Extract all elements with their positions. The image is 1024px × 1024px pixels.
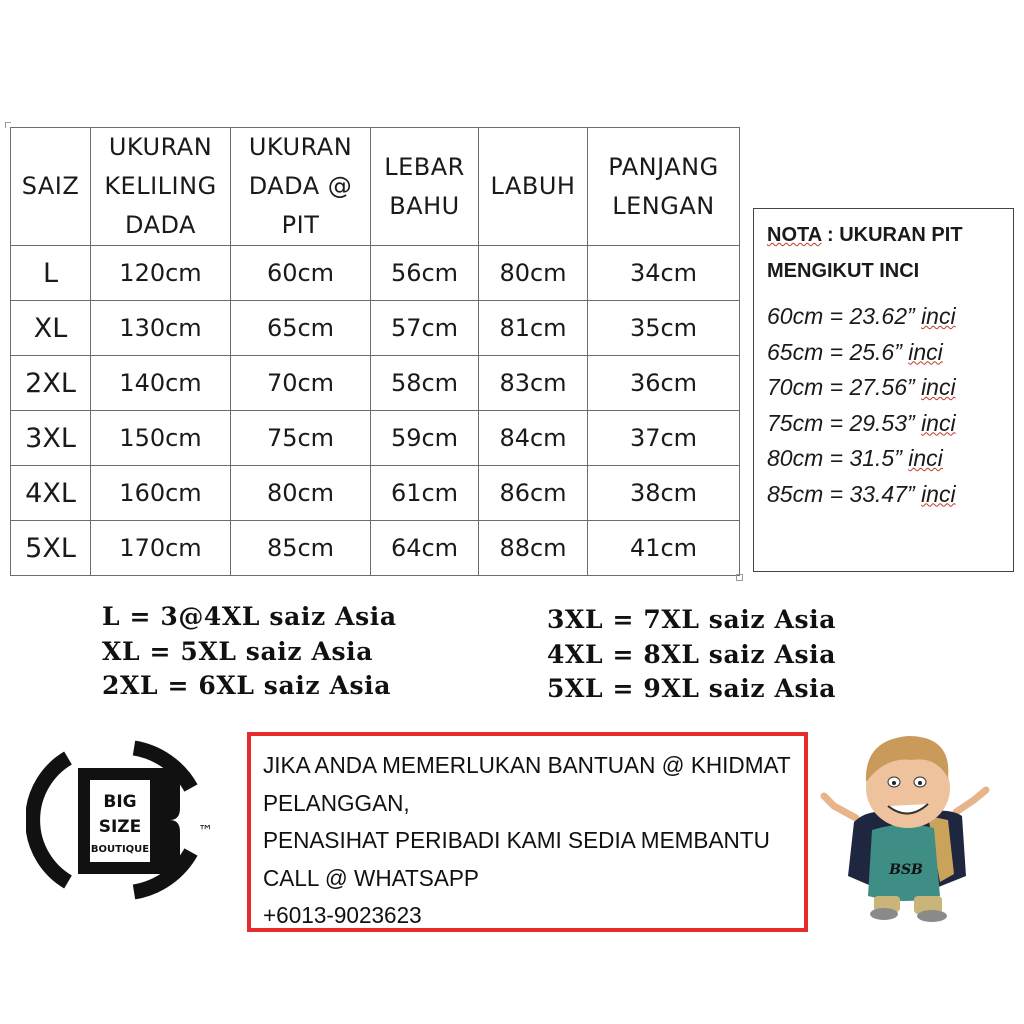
- asia-sizes-right: [547, 603, 836, 707]
- measurement-cell: 65cm: [231, 301, 371, 356]
- measurement-cell: 37cm: [588, 411, 740, 466]
- conversion-value: 70cm = 27.56”: [767, 374, 922, 400]
- table-header-text: LABUH: [490, 172, 576, 200]
- trademark-symbol: ™: [198, 822, 213, 840]
- size-label-cell: XL: [11, 301, 91, 356]
- measurement-cell: 84cm: [479, 411, 588, 466]
- measurement-cell: 120cm: [91, 246, 231, 301]
- table-header-text: UKURAN: [248, 133, 353, 161]
- measurement-cell: 64cm: [371, 521, 479, 576]
- conversion-item: [767, 299, 1013, 335]
- table-header-text: LENGAN: [612, 191, 715, 220]
- mascot-shirt-text: BSB: [889, 862, 923, 878]
- logo-line2: SIZE: [98, 817, 142, 837]
- conversion-item: [767, 370, 1013, 406]
- measurement-cell: 75cm: [231, 411, 371, 466]
- size-label-cell: 4XL: [11, 466, 91, 521]
- pit-size-note: [753, 208, 1014, 572]
- logo-line3: BOUTIQUE: [90, 844, 150, 855]
- measurement-cell: 85cm: [231, 521, 371, 576]
- conversion-value: 60cm = 23.62”: [767, 303, 922, 329]
- table-row: [11, 356, 740, 411]
- conversion-value: 65cm = 25.6”: [767, 338, 909, 365]
- table-row: [11, 521, 740, 576]
- conversion-unit: inci: [921, 303, 956, 329]
- measurement-cell: 56cm: [371, 246, 479, 301]
- measurement-cell: 86cm: [479, 466, 588, 521]
- measurement-cell: 83cm: [479, 356, 588, 411]
- note-subtitle: MENGIKUT INCI: [767, 260, 920, 282]
- table-header-text: KELILING: [104, 172, 217, 200]
- conversion-unit: inci: [921, 409, 956, 436]
- conversion-unit: inci: [908, 338, 943, 365]
- note-title-word: NOTA: [767, 224, 822, 246]
- conversion-value: 75cm = 29.53”: [767, 409, 922, 436]
- table-row: [11, 246, 740, 301]
- measurement-cell: 140cm: [91, 356, 231, 411]
- measurement-cell: 150cm: [91, 411, 231, 466]
- table-header-cell: [91, 128, 231, 246]
- conversion-item: [767, 406, 1013, 442]
- asia-size-item: 2XL = 6XL saiz Asia: [102, 671, 392, 700]
- measurement-cell: 80cm: [231, 466, 371, 521]
- conversion-item: [767, 335, 1013, 371]
- table-header-cell: [479, 128, 588, 246]
- table-row: [11, 466, 740, 521]
- asia-sizes-left: [102, 600, 397, 704]
- table-resize-handle: [736, 574, 743, 581]
- measurement-cell: 80cm: [479, 246, 588, 301]
- measurement-cell: 70cm: [231, 356, 371, 411]
- size-label-cell: 3XL: [11, 411, 91, 466]
- measurement-cell: 59cm: [371, 411, 479, 466]
- measurement-cell: 35cm: [588, 301, 740, 356]
- table-header-text: LEBAR: [384, 152, 465, 181]
- measurement-cell: 160cm: [91, 466, 231, 521]
- table-header-text: PANJANG: [608, 152, 719, 181]
- table-header-text: SAIZ: [21, 172, 80, 200]
- conversion-unit: inci: [921, 480, 956, 507]
- measurement-cell: 34cm: [588, 246, 740, 301]
- mascot-illustration: [816, 726, 994, 922]
- measurement-cell: 57cm: [371, 301, 479, 356]
- measurement-cell: 41cm: [588, 521, 740, 576]
- measurement-cell: 130cm: [91, 301, 231, 356]
- table-header-text: PIT: [281, 211, 320, 239]
- conversion-item: [767, 477, 1013, 513]
- table-header-cell: [231, 128, 371, 246]
- table-header-cell: [371, 128, 479, 246]
- asia-size-item: XL = 5XL saiz Asia: [102, 636, 374, 666]
- contact-line: PELANGGAN,: [263, 789, 410, 816]
- asia-size-item: L = 3@4XL saiz Asia: [102, 602, 397, 631]
- conversion-item: [767, 441, 1013, 477]
- measurement-cell: 81cm: [479, 301, 588, 356]
- conversion-unit: inci: [908, 445, 943, 471]
- note-title: [767, 217, 1013, 253]
- contact-line: PENASIHAT PERIBADI KAMI SEDIA MEMBANTU: [263, 827, 770, 853]
- contact-line: CALL @ WHATSAPP: [263, 864, 479, 891]
- conversion-unit: inci: [921, 374, 956, 400]
- conversion-list: [767, 299, 1013, 512]
- contact-line: +6013-9023623: [263, 902, 422, 928]
- contact-box: [247, 732, 808, 932]
- measurement-cell: 36cm: [588, 356, 740, 411]
- table-header-row: [11, 128, 740, 246]
- size-chart-table: [10, 127, 740, 576]
- size-label-cell: L: [11, 246, 91, 301]
- measurement-cell: 88cm: [479, 521, 588, 576]
- table-header-cell: [588, 128, 740, 246]
- asia-size-item: 5XL = 9XL saiz Asia: [547, 674, 837, 703]
- table-header-text: BAHU: [389, 191, 460, 220]
- logo-line1: BIG: [103, 792, 137, 812]
- table-header-text: UKURAN: [108, 133, 213, 161]
- asia-size-item: 3XL = 7XL saiz Asia: [547, 605, 837, 634]
- measurement-cell: 61cm: [371, 466, 479, 521]
- measurement-cell: 170cm: [91, 521, 231, 576]
- conversion-value: 80cm = 31.5”: [767, 445, 909, 471]
- measurement-cell: 60cm: [231, 246, 371, 301]
- measurement-cell: 38cm: [588, 466, 740, 521]
- size-label-cell: 5XL: [11, 521, 91, 576]
- conversion-value: 85cm = 33.47”: [767, 480, 922, 507]
- table-header-text: DADA @: [248, 172, 353, 200]
- contact-line: JIKA ANDA MEMERLUKAN BANTUAN @ KHIDMAT: [263, 752, 791, 778]
- big-size-boutique-logo: [26, 740, 232, 900]
- table-header-cell: [11, 128, 91, 246]
- table-row: [11, 411, 740, 466]
- size-label-cell: 2XL: [11, 356, 91, 411]
- measurement-cell: 58cm: [371, 356, 479, 411]
- table-row: [11, 301, 740, 356]
- note-title-rest: : UKURAN PIT: [821, 224, 963, 246]
- table-move-handle: [5, 122, 11, 128]
- asia-size-item: 4XL = 8XL saiz Asia: [547, 639, 837, 669]
- table-header-text: DADA: [125, 211, 196, 239]
